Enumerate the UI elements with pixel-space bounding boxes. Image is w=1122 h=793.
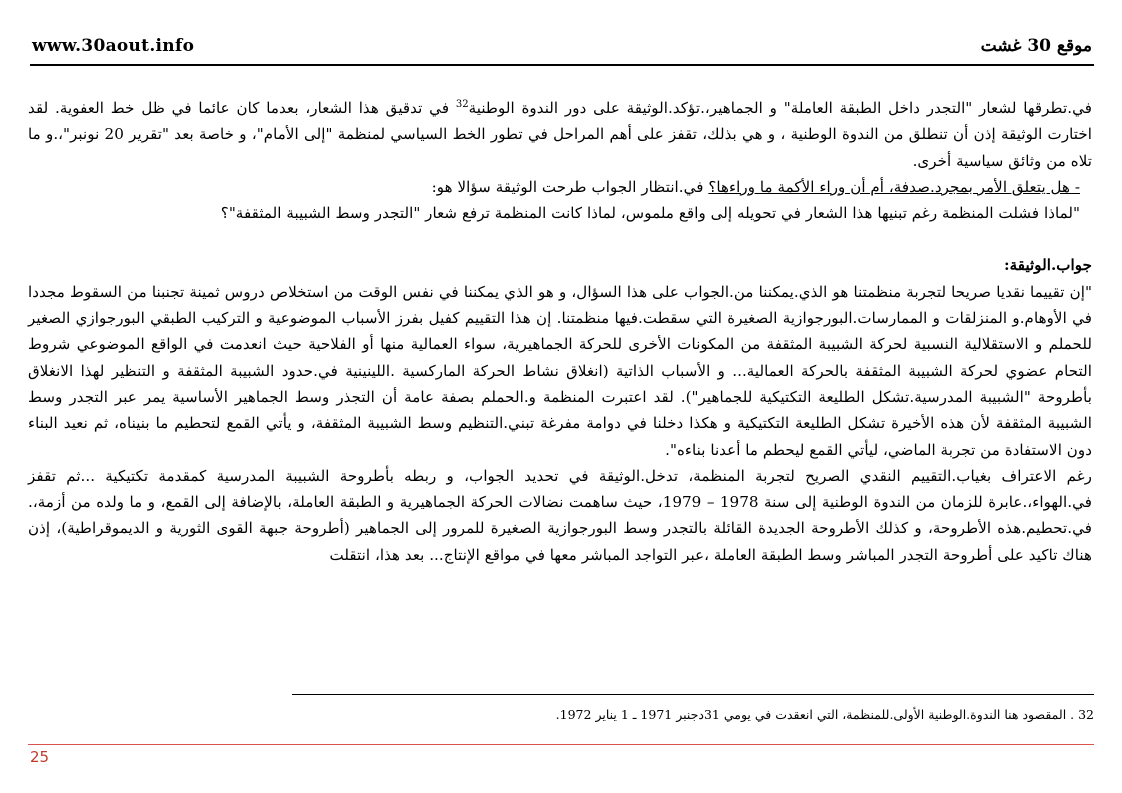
header-divider: [30, 64, 1094, 66]
question-1-rest: في.انتظار الجواب طرحت الوثيقة سؤالا هو:: [431, 177, 709, 196]
paragraph-1: [28, 95, 1092, 174]
blank-line: [28, 226, 1092, 252]
question-2: "لماذا فشلت المنظمة رغم تبنيها هذا الشعار في تحويله إلى واقع ملموس، لماذا كانت المنظمة ترفع شعار "التجدر وسط الشبيبة المثقفة"؟: [220, 204, 1080, 223]
paragraph-3: رغم الاعتراف بغياب.التقييم النقدي الصريح لتجربة المنظمة، تدخل.الوثيقة في تحديد الجواب، و ربطه بأطروحة الشبيبة المدرسية كمقدمة تكتيكية ...ثم تقفز في.الهواء،.عابرة للزمان من الندوة الوطنية إلى سنة 1978 – 1979، حيث ساهمت نضالات الحركة الجماهيرية و الطبقة العاملة، بالإضافة إلى القمع، و ما ولده من أزمة،. في.تحطيم.هذه الأطروحة، و كذلك الأطروحة الجديدة القائلة بالتجدر وسط البورجوازية الصغيرة للمرور إلى الجماهير (أطروحة جبهة القوى الثورية و الديموقراطية)، إذن هناك تاكيد على أطروحة التجدر المباشر وسط الطبقة العاملة ،عبر التواجد المباشر معها في مواقع الإنتاج... بعد هذا، انتقلت: [28, 466, 1093, 564]
main-text: [28, 95, 1092, 568]
paragraph-1-start: في.تطرقها لشعار "التجدر داخل الطبقة العاملة" و الجماهير،.تؤكد.الوثيقة على دور الندوة الوطنية: [468, 99, 1092, 117]
footnote: 32 . المقصود هنا الندوة.الوطنية الأولى.للمنظمة، التي انعقدت في يومي 31دجنبر 1971 ـ 1 يناير 1972.: [555, 707, 1094, 722]
paragraph-2: "إن تقييما نقديا صريحا لتجربة منظمتنا هو الذي.يمكننا من.الجواب على هذا السؤال، و هو الذي يمكننا في نفس الوقت من استخلاص دروس ثمينة تجنبنا من السقوط مجددا في الأوهام.و المنزلقات و الممارسات.البورجوازية الصغيرة التي سقطت.فيها منظمتنا. إن هذا التقييم كفيل بفرز الأسباب الموضوعية و التركيب الطبقي البورجوازي الصغير للحملم و الاستقلالية النسبية لحركة الشبيبة المثقفة من المكونات الأخرى للحركة الجماهيرية، سواء العمالية منها أو الفلاحية حيث انعدمت في الواقع الموضوعي شروط التحام عضوي لحركة الشبيبة المثقفة بالحركة العمالية... و الأسباب الذاتية (انغلاق نشاط الحركة الماركسية .اللينينية في.حدود الشبيبة المثقفة و التنظير لهذا الانغلاق بأطروحة "الشبيبة المدرسية.تشكل الطليعة التكتيكية للجماهير"). لقد اعتبرت المنظمة و.الحملم بصفة عامة أن التجذر وسط الجماهير الأساسية يمر عبر التجدر وسط الشبيبة المثقفة لأن هذه الأخيرة تشكل الطليعة التكتيكية و هكذا دخلنا في دوامة مفرغة تبني.التنظيم وسط الشبيبة المثقفة، و يأتي القمع لتحطيم ما بنيناه، ثم نعيد البناء دون الاستفادة من تجربة الماضي، ليأتي القمع ليحطم ما أعدنا بناءه".: [28, 282, 1092, 459]
question-1: [28, 174, 1092, 200]
site-url: www.30aout.info: [32, 36, 195, 56]
footer-divider: [28, 744, 1094, 745]
paragraph-1-end: في تدقيق هذا الشعار، بعدما كان عائما في ظل خط العفوية. لقد اختارت الوثيقة إذن أن تنطلق من الندوة الوطنية ، و هي بذلك، تقفز على أهم المراحل في تطور الخط السياسي لمنظمة "إلى الأمام"، و خاصة بعد "تقرير 20 نونبر"،.و ما تلاه من وثائق سياسية أخرى.: [28, 99, 1092, 170]
page-header: [32, 36, 1092, 66]
page-number: 25: [30, 748, 50, 766]
footnote-divider: [292, 694, 1094, 695]
site-name: موقع 30 غشت: [980, 36, 1092, 56]
footnote-reference: 32: [455, 98, 469, 110]
section-heading: جواب.الوثيقة:: [1004, 256, 1092, 275]
question-1-underlined: - هل يتعلق الأمر بمجرد.صدفة، أم أن وراء الأكمة ما وراءها؟: [708, 177, 1080, 196]
